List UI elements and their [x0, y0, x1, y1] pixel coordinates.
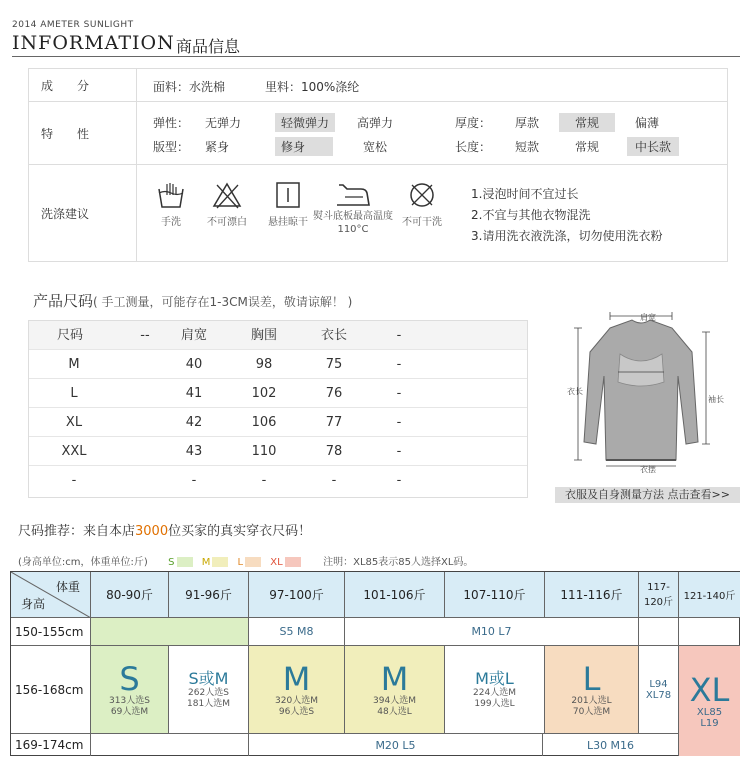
size-table-cell: XL: [65, 415, 83, 430]
size-table-cell: M: [68, 357, 80, 372]
size-legend: [18, 553, 473, 568]
cell-line: XL85: [696, 707, 723, 718]
brand-tagline: 2014 AMETER SUNLIGHT: [12, 20, 134, 30]
cell-line: 96人选S: [278, 706, 315, 717]
size-table-cell: -: [71, 473, 77, 488]
size-table-cell: 76: [325, 386, 343, 401]
legend-m-swatch: [212, 557, 228, 567]
size-header-cell: 胸围: [250, 328, 277, 343]
section-title: INFORMATION: [12, 32, 175, 54]
composition-row: [29, 69, 727, 102]
size-table-cell: [125, 408, 165, 437]
cell-line: XL78: [645, 689, 672, 701]
elasticity-opt-2-selected: 轻微弹力: [275, 113, 335, 132]
rec-title-num: 3000: [135, 524, 169, 539]
cell-line: 201人选L: [571, 695, 612, 706]
legend-xl-label: XL: [270, 557, 283, 568]
cell-line: L19: [700, 718, 719, 729]
diagram-sleeve-label: 袖长: [708, 395, 724, 404]
size-table-cell: L: [70, 386, 78, 401]
legend-s-label: S: [168, 557, 175, 568]
garment-measure-diagram: [566, 310, 716, 480]
rec-title-post: 位买家的真实穿衣尺码！: [168, 524, 312, 539]
size-table-cell: -: [396, 357, 402, 372]
grid-cell-empty: [679, 618, 740, 646]
fit-label: 版型：: [153, 140, 190, 154]
size-table-row: [29, 466, 527, 495]
weight-header: 111-116斤: [545, 572, 639, 618]
cell-line: 320人选M: [275, 695, 318, 706]
size-table-row: [29, 350, 527, 379]
grid-corner: [11, 572, 91, 618]
cell-line: 224人选M: [473, 687, 516, 698]
fit-opt-2-selected: 修身: [275, 137, 333, 156]
cell-line: 69人选M: [110, 706, 149, 717]
size-table-header: [29, 321, 527, 350]
size-table-cell: -: [396, 415, 402, 430]
grid-cell: S5 M8: [249, 618, 345, 646]
wash-label: 洗涤建议: [29, 165, 137, 262]
wash-item-label: 不可干洗: [402, 217, 442, 228]
cell-line: L94: [649, 678, 668, 690]
size-table-cell: 75: [325, 357, 343, 372]
size-table-row: [29, 437, 527, 466]
size-table-cell: [125, 437, 165, 466]
cell-line: 70人选M: [572, 706, 611, 717]
iron-icon: [333, 181, 373, 209]
size-table-cell: XXL: [61, 444, 87, 459]
size-table-cell: 77: [325, 415, 343, 430]
fit-opt-3: 宽松: [363, 140, 388, 154]
legend-s-swatch: [177, 557, 193, 567]
legend-l-swatch: [245, 557, 261, 567]
product-info-table: [28, 68, 728, 262]
grid-cell-l: [545, 646, 639, 734]
corner-weight-label: 体重: [55, 580, 80, 594]
wash-note: 3.请用洗衣液洗涤，切勿使用洗衣粉: [471, 229, 663, 243]
legend-note: 注明：XL85表示85人选择XL码。: [323, 557, 474, 568]
cell-size: S或M: [188, 668, 229, 688]
size-table-cell: 40: [185, 357, 203, 372]
size-header-cell: --: [140, 328, 150, 343]
size-table-cell: 42: [185, 415, 203, 430]
length-opt-3-selected: 中长款: [627, 137, 679, 156]
size-table-cell: 98: [255, 357, 273, 372]
wash-item-label: 熨斗底板最高温度110°C: [313, 211, 393, 235]
cell-line: 313人选S: [109, 695, 150, 706]
grid-cell-empty: [91, 618, 249, 646]
size-header-cell: 肩宽: [180, 328, 207, 343]
grid-cell: M20 L5: [249, 734, 543, 756]
size-table-cell: -: [396, 386, 402, 401]
elasticity-opt-3: 高弹力: [357, 116, 394, 130]
height-label: 169-174cm: [11, 734, 91, 756]
size-table-cell: [125, 379, 165, 408]
corner-height-label: 身高: [21, 597, 46, 611]
length-label: 长度：: [455, 140, 492, 154]
cell-line: 199人选L: [474, 698, 515, 709]
weight-header: 91-96斤: [169, 572, 249, 618]
thickness-opt-3: 偏薄: [635, 116, 660, 130]
grid-cell-s-or-m: [169, 646, 249, 734]
thickness-opt-1: 厚款: [515, 116, 540, 130]
wash-item-label: 悬挂晾干: [268, 217, 308, 228]
weight-header: 80-90斤: [91, 572, 169, 618]
size-table-cell: 106: [251, 415, 277, 430]
size-title-text: 产品尺码: [33, 292, 94, 310]
size-table: [28, 320, 528, 498]
weight-header: 107-110斤: [445, 572, 545, 618]
weight-header: 117-120斤: [639, 572, 679, 618]
size-title: [33, 290, 352, 311]
grid-cell: [639, 646, 679, 734]
lining-text: 里料：100%涤纶: [265, 80, 360, 94]
grid-cell-m: [249, 646, 345, 734]
cell-line: 262人选S: [188, 687, 229, 698]
wash-item-bleach: [199, 181, 255, 228]
grid-cell-xl: [679, 646, 740, 756]
cell-line: 48人选L: [377, 706, 412, 717]
height-label: 156-168cm: [11, 646, 91, 734]
wash-note: 2.不宜与其他衣物混洗: [471, 208, 591, 222]
grid-cell-m: [345, 646, 445, 734]
thickness-label: 厚度：: [455, 116, 492, 130]
grid-cell: M10 L7: [345, 618, 639, 646]
grid-cell-empty: [91, 734, 249, 756]
no-dry-clean-icon: [407, 181, 437, 209]
wash-row: [29, 165, 727, 262]
legend-xl-swatch: [285, 557, 301, 567]
size-table-cell: -: [396, 444, 402, 459]
wash-item-dryclean: [395, 181, 449, 228]
size-table-cell: 110: [251, 444, 277, 459]
size-table-cell: 78: [325, 444, 343, 459]
cell-size: S: [119, 659, 140, 698]
no-bleach-icon: [212, 181, 242, 209]
length-opt-2: 常规: [575, 140, 600, 154]
size-table-cell: -: [396, 473, 402, 488]
weight-header: 97-100斤: [249, 572, 345, 618]
diagram-shoulder-label: 肩宽: [640, 313, 656, 322]
size-header-cell: -: [396, 328, 402, 343]
wash-item-hang: [261, 181, 315, 228]
wash-item-label: 手洗: [161, 217, 181, 228]
wash-item-label: 不可漂白: [207, 217, 247, 228]
wash-item-hand: [149, 181, 193, 228]
wash-note: 1.浸泡时间不宜过长: [471, 187, 579, 201]
size-subtitle: ( 手工测量，可能存在1-3CM误差，敬请谅解！ ): [93, 295, 353, 309]
cell-size: M或L: [475, 668, 514, 688]
grid-cell-s: [91, 646, 169, 734]
cell-line: 181人选M: [187, 698, 230, 709]
size-table-cell: -: [261, 473, 267, 488]
size-table-cell: 102: [251, 386, 277, 401]
section-title-cn: 商品信息: [176, 37, 241, 56]
hand-wash-icon: [156, 181, 186, 209]
legend-m-label: M: [201, 557, 211, 568]
size-table-cell: [125, 350, 165, 379]
features-row: [29, 102, 727, 165]
grid-cell-empty: [639, 618, 679, 646]
size-recommend-title: [18, 520, 311, 539]
size-table-row: [29, 408, 527, 437]
cell-line: 394人选M: [373, 695, 416, 706]
grid-cell-m-or-l: [445, 646, 545, 734]
weight-header: 121-140斤: [679, 572, 740, 618]
thickness-opt-2-selected: 常规: [559, 113, 615, 132]
legend-units: (身高单位:cm，体重单位:斤): [18, 557, 148, 568]
length-opt-1: 短款: [515, 140, 540, 154]
wash-item-iron: [313, 181, 393, 236]
size-table-cell: 41: [185, 386, 203, 401]
height-label: 150-155cm: [11, 618, 91, 646]
size-table-cell: [125, 466, 165, 495]
size-header-cell: 衣长: [320, 328, 347, 343]
size-table-cell: -: [331, 473, 337, 488]
size-header-cell: 尺码: [57, 328, 84, 343]
cell-size: XL: [689, 671, 730, 709]
features-label: 特 性: [29, 102, 137, 164]
size-recommend-grid: [10, 571, 740, 756]
diagram-hem-label: 衣摆: [640, 465, 656, 474]
cell-size: M: [380, 659, 409, 698]
elasticity-opt-1: 无弹力: [205, 116, 242, 130]
grid-cell: L30 M16: [543, 734, 679, 756]
weight-header: 101-106斤: [345, 572, 445, 618]
fabric-text: 面料：水洗棉: [153, 80, 226, 94]
legend-l-label: L: [237, 557, 244, 568]
size-table-cell: 43: [185, 444, 203, 459]
cell-size: M: [282, 659, 311, 698]
elasticity-label: 弹性：: [153, 116, 190, 130]
measure-guide-link[interactable]: 衣服及自身测量方法 点击查看>>: [555, 487, 740, 503]
rec-title-pre: 尺码推荐：来自本店: [18, 524, 136, 539]
diagram-length-label: 衣长: [567, 387, 583, 396]
composition-label: 成 分: [29, 69, 137, 101]
header-divider: [12, 56, 740, 57]
size-table-row: [29, 379, 527, 408]
cell-size: L: [582, 659, 601, 698]
hang-dry-icon: [274, 181, 302, 209]
fit-opt-1: 紧身: [205, 140, 230, 154]
size-table-cell: -: [191, 473, 197, 488]
